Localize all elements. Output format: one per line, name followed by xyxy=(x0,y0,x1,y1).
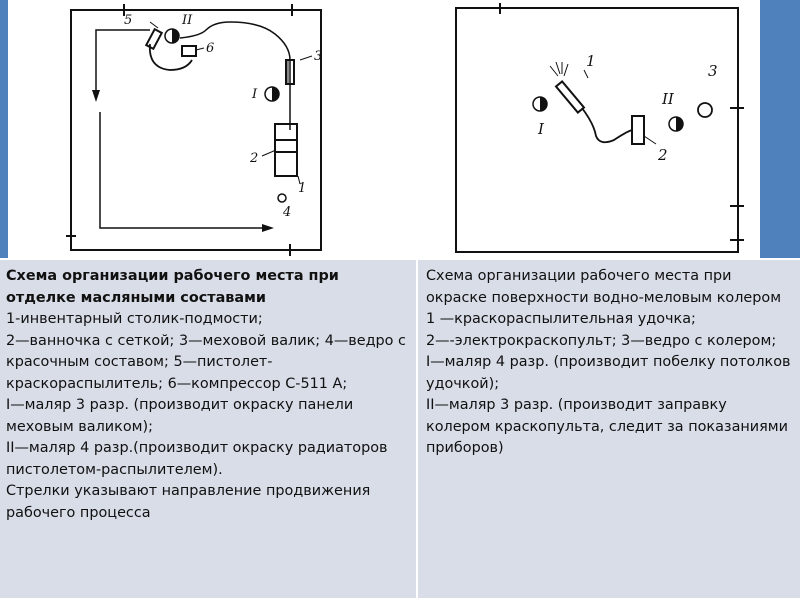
left-arrowhead-down xyxy=(92,90,100,102)
pole-hose xyxy=(582,108,632,142)
left-label-6: 6 xyxy=(206,41,215,56)
leader-5 xyxy=(150,22,158,28)
paint-bucket xyxy=(278,194,286,202)
colour-bucket xyxy=(698,103,712,117)
scaffold-table xyxy=(275,124,297,176)
left-painter-II-icon xyxy=(165,29,179,43)
spray-mist xyxy=(550,62,568,76)
left-label-II: II xyxy=(182,13,193,28)
left-label-3: 3 xyxy=(314,49,323,64)
leader-3 xyxy=(300,56,312,60)
left-arrowhead-right xyxy=(262,224,274,232)
right-painter-II-icon xyxy=(669,117,683,131)
left-label-1: 1 xyxy=(298,181,307,196)
left-label-4: 4 xyxy=(283,205,292,220)
right-caption-title: Схема организации рабочего места при окраске поверхности водно-меловым колером xyxy=(426,268,782,306)
left-caption-title: Схема организации рабочего места при отделке масляными составами xyxy=(6,268,339,306)
left-painter-I-icon xyxy=(265,87,279,101)
right-caption-line: 1 —краскораспылительная удочка; xyxy=(426,311,696,327)
right-label-II: II xyxy=(662,90,674,108)
spray-pole xyxy=(556,81,584,112)
right-label-1: 1 xyxy=(586,52,596,70)
left-caption-line: Стрелки указывают направление продвижения рабочего процесса xyxy=(6,483,371,521)
leader-6 xyxy=(196,48,204,50)
right-caption-line: 2—-электрокраскопульт; 3—ведро с колером; xyxy=(426,332,777,349)
left-caption-line: I—маляр 3 разр. (производит окраску панели меховым валиком); xyxy=(6,397,354,435)
right-diagram xyxy=(456,3,744,252)
right-caption-line: II—маляр 3 разр. (производит заправку колером краскопульта, следит за показаниями приборов) xyxy=(426,397,789,456)
left-caption-line: II—маляр 4 разр.(производит окраску радиаторов пистолетом-распылителем). xyxy=(6,440,388,478)
right-caption xyxy=(418,260,800,598)
left-label-5: 5 xyxy=(124,13,133,28)
electric-sprayer xyxy=(632,116,644,144)
left-caption-line: 2—ванночка с сеткой; 3—меховой валик; 4—ведро с красочным составом; 5—пистолет-краскораспылитель; 6—компрессор С-511 А; xyxy=(6,332,406,392)
leader-2 xyxy=(262,150,276,156)
right-label-2: 2 xyxy=(658,146,668,164)
right-label-I: I xyxy=(538,120,544,138)
left-caption-line: 1-инвентарный столик-подмости; xyxy=(6,311,263,327)
right-painter-I-icon xyxy=(533,97,547,111)
left-label-I: I xyxy=(252,87,258,102)
right-caption-line: I—маляр 4 разр. (производит побелку потолков удочкой); xyxy=(426,354,791,392)
left-arrow-top xyxy=(96,30,150,96)
diagrams-svg xyxy=(0,0,800,260)
leader-r1 xyxy=(584,70,588,78)
leader-r2 xyxy=(644,136,656,144)
right-label-3: 3 xyxy=(708,62,718,80)
hose-line xyxy=(180,22,290,130)
right-room-walls xyxy=(456,8,738,252)
left-arrow-bottom xyxy=(100,112,268,228)
left-label-2: 2 xyxy=(250,151,259,166)
compressor xyxy=(182,46,196,56)
left-caption xyxy=(0,260,416,598)
spray-gun xyxy=(146,29,162,49)
